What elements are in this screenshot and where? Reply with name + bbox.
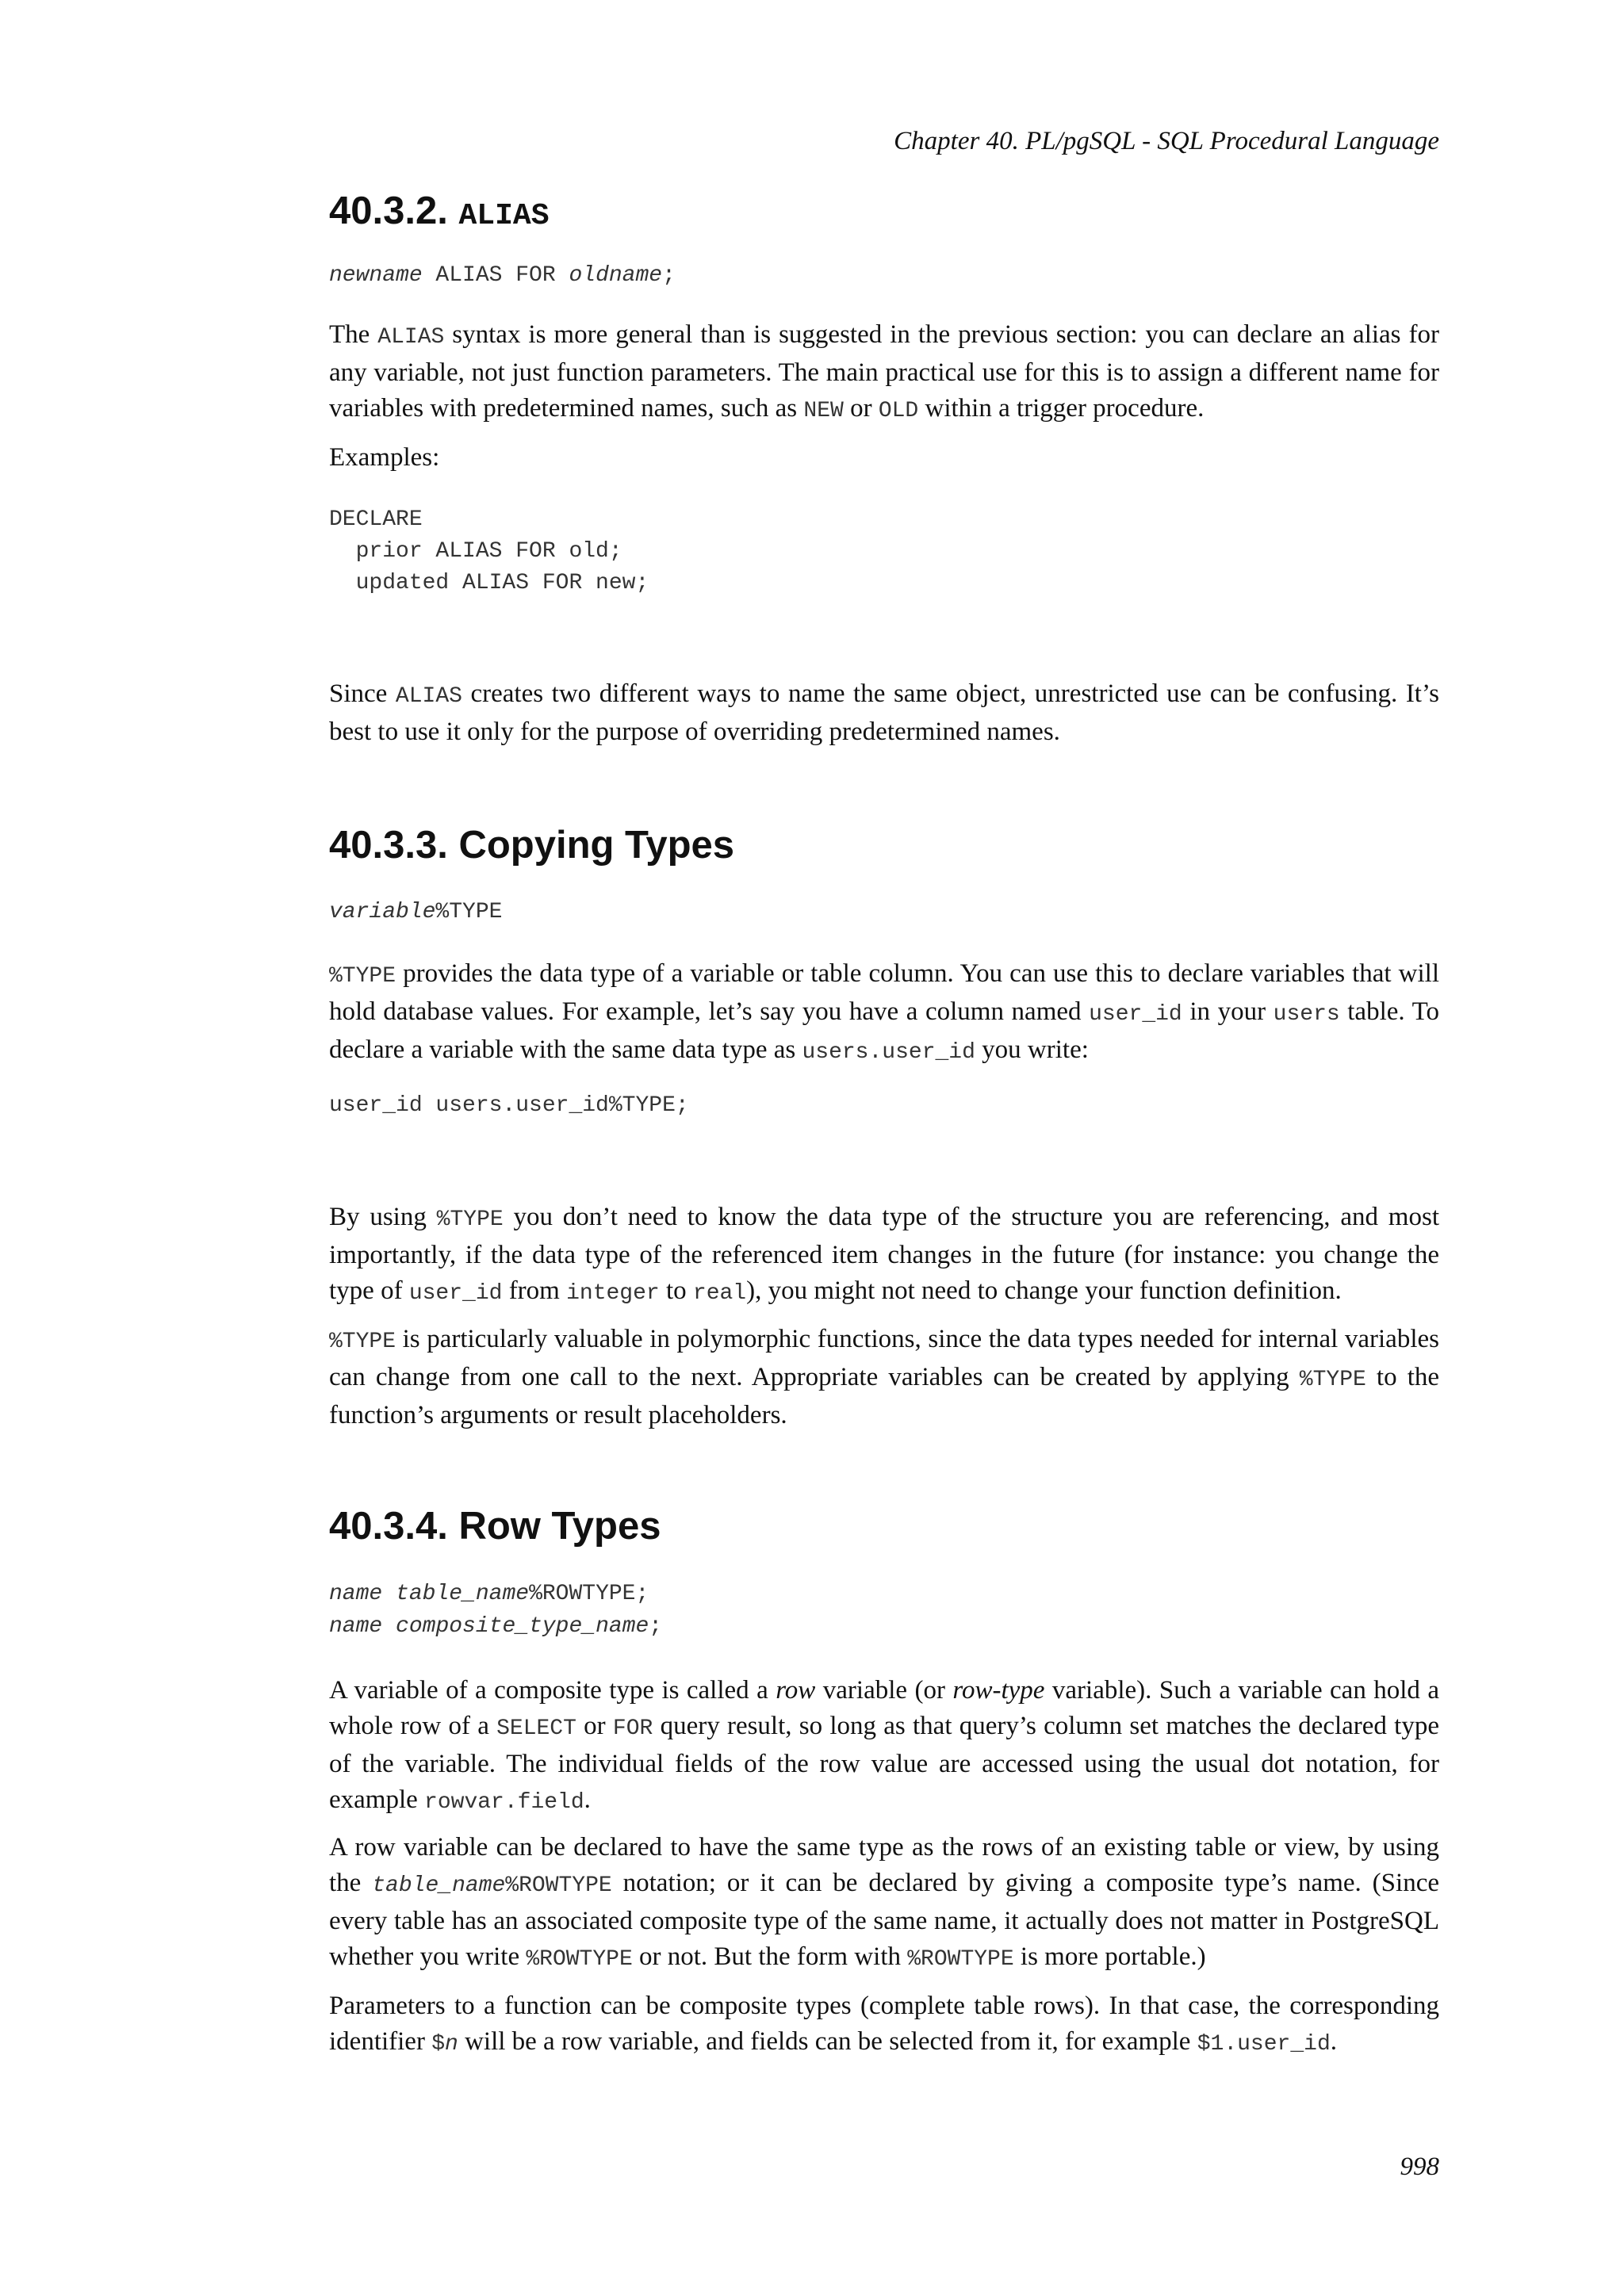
running-header: Chapter 40. PL/pgSQL - SQL Procedural Language: [894, 127, 1439, 155]
synopsis-text: %ROWTYPE;: [529, 1582, 649, 1606]
section-heading-row-types: 40.3.4. Row Types: [329, 1505, 661, 1548]
alias-paragraph-1: The ALIAS syntax is more general than is suggested in the previous section: you can declare an alias for any variable, not just function parameters. The main practical use for this is to assign a different name for variables with predetermined names, such as NEW or OLD within a trigger procedure.: [329, 320, 1439, 423]
synopsis-param: name: [329, 1582, 383, 1606]
section-title-code: ALIAS: [458, 199, 550, 233]
synopsis-param: composite_type_name: [396, 1614, 649, 1639]
synopsis-text: ;: [649, 1614, 663, 1639]
alias-code-example: DECLARE prior ALIAS FOR old; updated ALIAS FOR new;: [329, 507, 649, 595]
row-types-paragraph-2: A row variable can be declared to have the same type as the rows of an existing table or view, by using the table_name%ROWTYPE notation; or it can be declared by giving a composite type’s name. (Since every table has an associated composite type of the same name, it actually does not matter in PostgreSQL whether you write %ROWTYPE or not. But the form with %ROWTYPE is more portable.): [329, 1833, 1439, 1972]
page-number: 998: [1400, 2152, 1439, 2181]
synopsis-param: oldname: [569, 263, 663, 288]
synopsis-text: %TYPE: [435, 900, 503, 924]
synopsis-param: newname: [329, 263, 423, 288]
synopsis-text: ;: [662, 263, 676, 288]
synopsis-param: table_name: [396, 1582, 530, 1606]
synopsis-param: name: [329, 1614, 383, 1639]
type-code-example: user_id users.user_id%TYPE;: [329, 1093, 689, 1118]
alias-paragraph-2: Since ALIAS creates two different ways to name the same object, unrestricted use can be confusing. It’s best to use it only for the purpose of overriding predetermined names.: [329, 679, 1439, 746]
row-types-paragraph-3: Parameters to a function can be composite types (complete table rows). In that case, the corresponding identifier $n will be a row variable, and fields can be selected from it, for example $1.user_id.: [329, 1992, 1439, 2057]
rowtype-synopsis-1: [329, 1578, 649, 1611]
type-synopsis: [329, 896, 502, 929]
section-heading-copying-types: 40.3.3. Copying Types: [329, 824, 735, 867]
section-heading-alias: [329, 189, 550, 233]
copying-types-paragraph-3: %TYPE is particularly valuable in polymorphic functions, since the data types needed for internal variables can change from one call to the next. Appropriate variables can be created by applying %TYPE to the function’s arguments or result placeholders.: [329, 1325, 1440, 1429]
section-number: 40.3.2.: [329, 189, 448, 232]
copying-types-paragraph-1: %TYPE provides the data type of a variable or table column. You can use this to declare variables that will hold database values. For example, let’s say you have a column named user_id in your users table. To declare a variable with the same data type as users.user_id you write:: [329, 959, 1439, 1065]
examples-label: Examples:: [329, 443, 440, 472]
rowtype-synopsis-2: [329, 1610, 662, 1644]
copying-types-paragraph-2: By using %TYPE you don’t need to know the data type of the structure you are referencing, and most importantly, if the data type of the referenced item changes in the future (for instance: you change the type of user_id from integer to real), you might not need to change your function definition.: [329, 1203, 1439, 1306]
synopsis-text: ALIAS FOR: [422, 263, 569, 288]
row-types-paragraph-1: A variable of a composite type is called a row variable (or row-type variable). Such a variable can hold a whole row of a SELECT or FOR query result, so long as that query’s column set matches the declared type of the variable. The individual fields of the row value are accessed using the usual dot notation, for example rowvar.field.: [329, 1676, 1440, 1815]
alias-synopsis: [329, 259, 676, 293]
synopsis-param: variable: [329, 900, 436, 924]
